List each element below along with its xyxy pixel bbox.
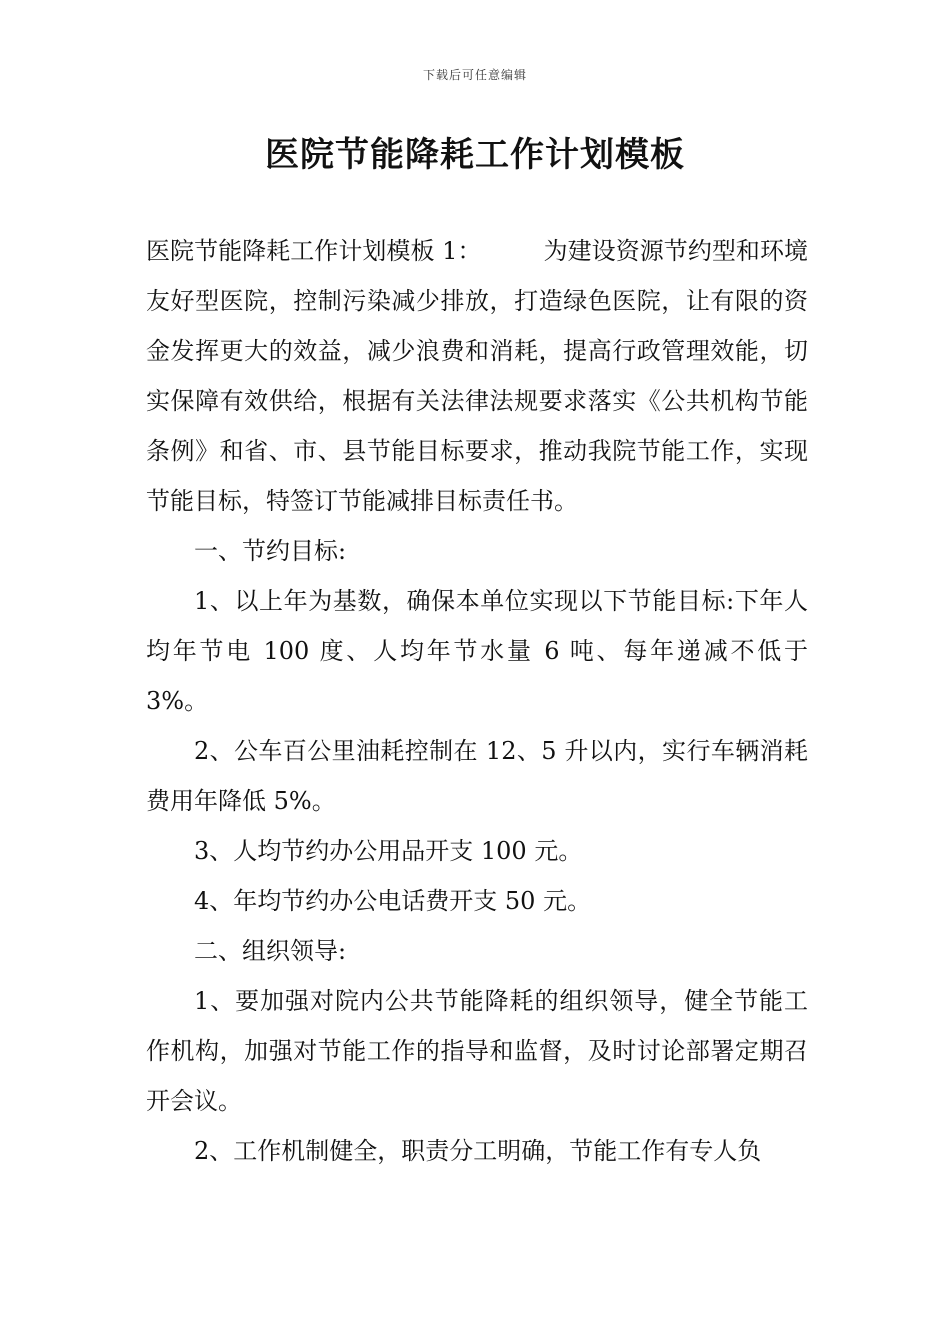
paragraph-1-4: 4、年均节约办公电话费开支 50 元。 (194, 887, 592, 915)
paragraph-1-1: 1、以上年为基数，确保本单位实现以下节能目标:下年人均年节电 100 度、人均年节水量 6 吨、每年递减不低于 3%。 (146, 587, 808, 715)
document-body (146, 226, 808, 1176)
header-note: 下载后可任意编辑 (422, 68, 527, 82)
intro-lead: 医院节能降耗工作计划模板 1： (146, 237, 482, 265)
intro-paragraph (146, 226, 808, 526)
paragraph-2-2: 2、工作机制健全，职责分工明确，节能工作有专人负 (194, 1137, 762, 1165)
paragraph-1-2: 2、公车百公里油耗控制在 12、5 升以内，实行车辆消耗费用年降低 5%。 (146, 737, 808, 815)
section-heading-2: 二、组织领导: (194, 937, 347, 965)
paragraph-1-3: 3、人均节约办公用品开支 100 元。 (194, 837, 583, 865)
document-title: 医院节能降耗工作计划模板 (265, 135, 685, 175)
paragraph-2-1: 1、要加强对院内公共节能降耗的组织领导，健全节能工作机构，加强对节能工作的指导和监督，及时讨论部署定期召开会议。 (146, 987, 808, 1115)
section-heading-1: 一、节约目标: (194, 537, 347, 565)
intro-body: 为建设资源节约型和环境友好型医院，控制污染减少排放，打造绿色医院，让有限的资金发挥更大的效益，减少浪费和消耗，提高行政管理效能，切实保障有效供给，根据有关法律法规要求落实《公共机构节能条例》和省、市、县节能目标要求，推动我院节能工作，实现节能目标，特签订节能减排目标责任书。 (146, 237, 808, 515)
